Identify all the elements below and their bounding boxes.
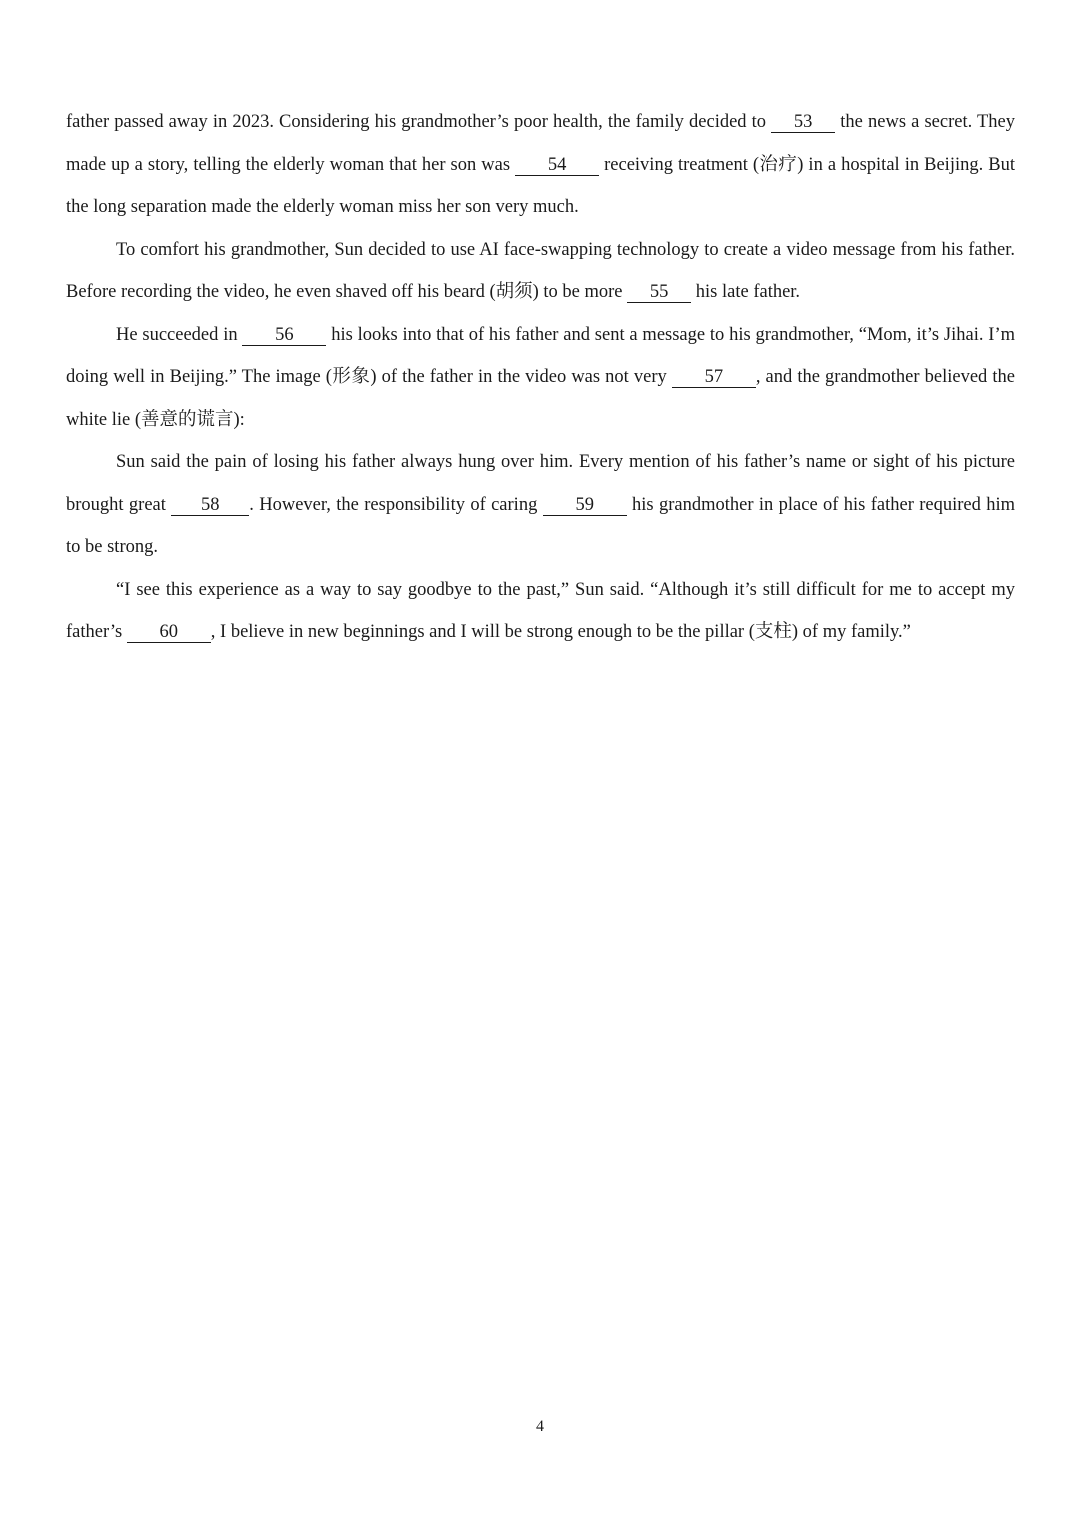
paragraph-text: , I believe in new beginnings and I will be strong enough to be the pillar (支柱) of my family.”	[210, 622, 911, 642]
paragraph-text: his late father.	[691, 282, 801, 302]
paragraph-text: , and the grandmother believed the white lie (善意的谎言):	[66, 367, 1015, 430]
page-number: 4	[536, 1418, 544, 1435]
paragraph-text: father passed away in 2023. Considering his grandmother’s poor health, the family decided to	[66, 112, 772, 132]
answer-blank: 59	[543, 495, 627, 516]
answer-blank: 54	[515, 155, 599, 176]
paragraph-text: receiving treatment (治疗) in a hospital in Beijing. But the long separation made the elderly woman miss her son very much.	[66, 154, 1015, 217]
answer-blank: 60	[127, 622, 211, 643]
cloze-passage	[66, 101, 1015, 654]
answer-blank: 55	[627, 282, 691, 303]
paragraph-text: his grandmother in place of his father required him to be strong.	[66, 494, 1015, 557]
passage-paragraph	[66, 101, 1015, 229]
paragraph-text: To comfort his grandmother, Sun decided to use AI face-swapping technology to create a video message from his father. Before recording the video, he even shaved off his beard (胡须) to be more	[66, 239, 1015, 302]
paragraph-text: his looks into that of his father and sent a message to his grandmother, “Mom, it’s Jihai. I’m doing well in Beijing.” The image (形象) of the father in the video was not very	[66, 324, 1016, 387]
paragraph-text: Sun said the pain of losing his father always hung over him. Every mention of his father’s name or sight of his picture brought great	[66, 452, 1015, 515]
passage-paragraph	[66, 441, 1015, 569]
passage-paragraph	[66, 314, 1015, 442]
answer-blank: 56	[242, 325, 326, 346]
passage-paragraph	[66, 229, 1015, 314]
passage-paragraph	[66, 569, 1015, 654]
answer-blank: 58	[171, 495, 249, 516]
answer-blank: 57	[672, 367, 756, 388]
answer-blank: 53	[771, 112, 835, 133]
paragraph-text: . However, the responsibility of caring	[249, 494, 543, 515]
paragraph-text: the news a secret. They made up a story, telling the elderly woman that her son was	[66, 112, 1015, 175]
paragraph-text: He succeeded in	[116, 324, 243, 345]
paragraph-text: “I see this experience as a way to say goodbye to the past,” Sun said. “Although it’s still difficult for me to accept my father’s	[66, 579, 1015, 642]
